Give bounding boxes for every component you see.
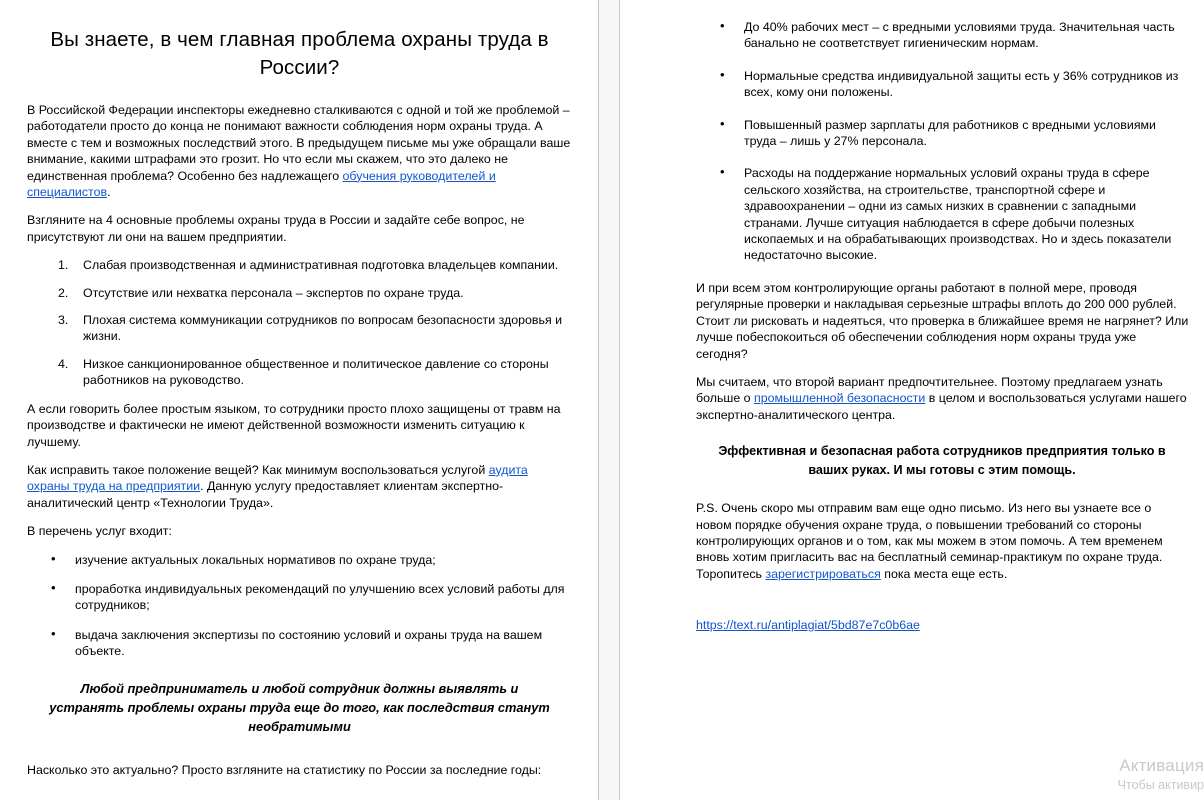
page-right-content	[620, 0, 1204, 634]
windows-activation-watermark	[974, 755, 1204, 794]
list-lead-in-paragraph: Взгляните на 4 основные проблемы охраны труда в России и задайте себе вопрос, не присутствуют ли они на вашем предприятии.	[27, 213, 525, 244]
page-gutter-divider	[598, 0, 620, 800]
labor-safety-audit-link[interactable]: аудита охраны труда на предприятии	[27, 462, 528, 494]
industrial-safety-link[interactable]: промышленной безопасности	[754, 391, 926, 406]
intro-paragraph	[27, 102, 572, 200]
list-item: Слабая производственная и административная подготовка владельцев компании.	[83, 258, 559, 273]
statistics-bullet-list	[696, 19, 1190, 264]
list-item: • Расходы на поддержание нормальных условий охраны труда в сфере сельского хозяйства, на строительстве, транспортной сфере и здравоохранении – одни из самых низких в сравнении с западными странами. Лучше ситуация наблюдается в сфере добычи полезных ископаемых и на обрабатывающих производствах. Но и здесь показатели недостаточно высокие.	[718, 165, 1190, 263]
intro-text-before-link: В Российской Федерации инспекторы ежедневно сталкиваются с одной и той же проблемой – работодатели просто до конца не понимают важности соблюдения норм охраны труда. А вместе с тем и возможных последствий этого. В предыдущем письме мы уже обращали ваше внимание, какими штрафами это грозит. Но что если мы скажем, что это далеко не единственная проблема? Особенно без надлежащего	[27, 103, 571, 183]
page-left-content	[0, 26, 598, 778]
list-item: Отсутствие или нехватка персонала – экспертов по охране труда.	[83, 285, 464, 300]
list-item: • изучение актуальных локальных нормативов по охране труда;	[49, 552, 572, 568]
ps-paragraph	[696, 500, 1190, 582]
training-managers-link[interactable]: обучения руководителей и специалистов	[27, 168, 496, 200]
list-item: • Нормальные средства индивидуальной защиты есть у 36% сотрудников из всех, кому они положены.	[718, 68, 1190, 101]
offer-text-before-link: Мы считаем, что второй вариант предпочтительнее. Поэтому предлагаем узнать больше о	[696, 374, 1163, 406]
list-item: • Повышенный размер зарплаты для работников с вредными условиями труда – лишь у 27% персонала.	[718, 117, 1190, 150]
services-bullet-list	[27, 552, 572, 660]
statistics-lead-in-paragraph: Насколько это актуально? Просто взгляните на статистику по России за последние годы:	[27, 762, 542, 777]
offer-paragraph	[696, 374, 1190, 423]
callout-italic-text: Любой предприниматель и любой сотрудник должны выявлять и устранять проблемы охраны труда еще до того, как последствия станут необратимыми	[49, 680, 550, 734]
offer-text-after-link: в целом и воспользоваться услугами нашего экспертно-аналитического центра.	[696, 391, 1187, 422]
inspection-paragraph: И при всем этом контролирующие органы работают в полной мере, проводя регулярные проверки и накладывая серьезные штрафы вплоть до 200 000 рублей. Стоит ли рисковать и надеяться, что проверка в ближайшее время не нагрянет? Или лучше побеспокоиться об обеспечении соблюдения норм охраны труда уже сегодня?	[696, 280, 1189, 361]
callout-bold-text: Эффективная и безопасная работа сотрудников предприятия только в ваших руках. И мы готовы с этим помощь.	[718, 444, 1166, 478]
list-item: • проработка индивидуальных рекомендаций по улучшению всех условий работы для сотрудников;	[49, 581, 572, 614]
document-page-left	[0, 0, 598, 800]
watermark-title: Активация	[1119, 756, 1204, 775]
top-spacer	[696, 0, 1190, 19]
fix-situation-paragraph	[27, 462, 572, 511]
fix-text-before-link: Как исправить такое положение вещей? Как минимум воспользоваться услугой	[27, 462, 489, 477]
ps-text-before-link: P.S. Очень скоро мы отправим вам еще одно письмо. Из него вы узнаете все о новом порядке обучения охране труда, о повышении требований со стороны контролирующих органов и о том, как мы можем в этом помочь. А тем временем вновь хотим пригласить вас на бесплатный семинар-практикум по охране труда. Торопитесь	[696, 501, 1163, 581]
services-lead-in-paragraph: В перечень услуг входит:	[27, 524, 172, 539]
source-url-link[interactable]: https://text.ru/antiplagiat/5bd87e7c0b6ae	[696, 618, 920, 633]
document-page-right	[620, 0, 1204, 800]
intro-text-after-link: .	[107, 185, 111, 200]
source-url-block	[696, 617, 1190, 633]
list-item: Плохая система коммуникации сотрудников по вопросам безопасности здоровья и жизни.	[83, 313, 563, 344]
plain-language-paragraph: А если говорить более простым языком, то сотрудники просто плохо защищены от травм на производстве и фактически не имеют действенной возможности изменить ситуацию к лучшему.	[27, 401, 561, 449]
fix-text-after-link: . Данную услугу предоставляет клиентам экспертно-аналитический центр «Технологии Труда».	[27, 479, 504, 510]
watermark-subtitle: Чтобы активир	[1117, 778, 1204, 792]
page-title: Вы знаете, в чем главная проблема охраны труда в России?	[50, 28, 549, 79]
register-link[interactable]: зарегистрироваться	[765, 566, 881, 581]
list-item: • выдача заключения экспертизы по состоянию условий и охраны труда на вашем объекте.	[49, 627, 572, 660]
ps-text-after-link: пока места еще есть.	[880, 566, 1008, 581]
problems-numbered-list	[27, 257, 572, 388]
list-item: Низкое санкционированное общественное и политическое давление со стороны работников на руководство.	[83, 356, 549, 388]
list-item: • До 40% рабочих мест – с вредными условиями труда. Значительная часть банально не соответствует гигиеническим нормам.	[718, 19, 1190, 52]
